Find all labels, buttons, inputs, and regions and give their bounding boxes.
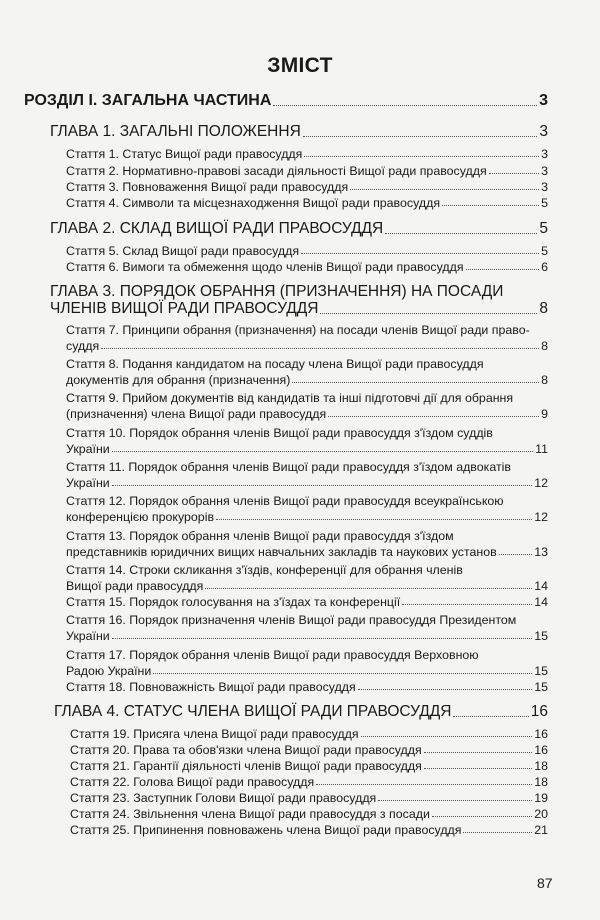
- toc-label: Стаття 25. Припинення повноважень члена Вищої ради правосуддя: [70, 823, 462, 837]
- leader-dots: [453, 716, 528, 717]
- toc-page-number: 8: [541, 339, 548, 353]
- toc-article-8-line1[interactable]: Стаття 8. Подання кандидатом на посаду члена Вищої ради правосуддя: [66, 357, 484, 371]
- toc-page-number: 3: [539, 123, 548, 140]
- toc-label: конференцією прокурорів: [66, 510, 215, 524]
- toc-article-8[interactable]: [66, 373, 548, 387]
- toc-article-10[interactable]: [66, 442, 548, 456]
- leader-dots: [205, 588, 532, 589]
- toc-label: ГЛАВА 1. ЗАГАЛЬНІ ПОЛОЖЕННЯ: [50, 123, 301, 140]
- toc-article-12[interactable]: [66, 510, 548, 524]
- leader-dots: [402, 604, 532, 605]
- leader-dots: [301, 253, 539, 254]
- toc-label: Стаття 21. Гарантії діяльності членів Вищої ради правосуддя: [70, 759, 422, 773]
- toc-article-17[interactable]: [66, 664, 548, 678]
- toc-article-16-line1[interactable]: Стаття 16. Порядок призначення членів Вищої ради правосуддя Президентом: [66, 613, 517, 627]
- leader-dots: [499, 554, 533, 555]
- toc-page-number: 14: [534, 595, 548, 609]
- leader-dots: [466, 269, 540, 270]
- toc-page-number: 12: [534, 476, 548, 490]
- leader-dots: [328, 416, 539, 417]
- leader-dots: [385, 233, 537, 234]
- toc-label: України: [66, 629, 110, 643]
- toc-article-13[interactable]: [66, 545, 548, 559]
- toc-page-number: 3: [541, 147, 548, 161]
- toc-page-number: 9: [541, 407, 548, 421]
- toc-section-1[interactable]: [24, 92, 548, 110]
- leader-dots: [463, 832, 532, 833]
- toc-article-20[interactable]: [70, 743, 548, 757]
- toc-article-15[interactable]: [66, 595, 548, 609]
- leader-dots: [316, 784, 532, 785]
- toc-page-number: 8: [541, 373, 548, 387]
- toc-page-number: 3: [539, 92, 548, 109]
- toc-article-19[interactable]: [70, 727, 548, 741]
- toc-page-number: 15: [534, 680, 548, 694]
- toc-label: РОЗДІЛ І. ЗАГАЛЬНА ЧАСТИНА: [24, 92, 272, 109]
- toc-article-9[interactable]: [66, 407, 548, 421]
- leader-dots: [358, 689, 532, 690]
- toc-article-24[interactable]: [70, 807, 548, 821]
- toc-page-number: 5: [539, 220, 548, 237]
- toc-page-number: 5: [541, 244, 548, 258]
- toc-article-6[interactable]: [66, 260, 548, 274]
- toc-label: Стаття 18. Повноважність Вищої ради правосуддя: [66, 680, 356, 694]
- toc-label: Стаття 4. Символи та місцезнаходження Вищої ради правосуддя: [66, 196, 441, 210]
- leader-dots: [424, 768, 532, 769]
- leader-dots: [489, 173, 539, 174]
- toc-article-1[interactable]: [66, 147, 548, 161]
- leader-dots: [432, 816, 532, 817]
- toc-article-10-line1[interactable]: Стаття 10. Порядок обрання членів Вищої ради правосуддя з'їздом суддів: [66, 426, 493, 440]
- toc-page-number: 21: [534, 823, 548, 837]
- leader-dots: [304, 156, 539, 157]
- toc-label: України: [66, 476, 110, 490]
- leader-dots: [378, 800, 532, 801]
- toc-page-number: 15: [534, 629, 548, 643]
- toc-chapter-3-line1[interactable]: ГЛАВА 3. ПОРЯДОК ОБРАННЯ (ПРИЗНАЧЕННЯ) НА ПОСАДИ: [50, 283, 504, 300]
- toc-article-7-line1[interactable]: Стаття 7. Принципи обрання (призначення) на посади членів Вищої ради право-: [66, 323, 530, 337]
- toc-page-number: 18: [534, 775, 548, 789]
- toc-label: Радою України: [66, 664, 152, 678]
- toc-article-2[interactable]: [66, 164, 548, 178]
- toc-article-25[interactable]: [70, 823, 548, 837]
- leader-dots: [361, 736, 533, 737]
- toc-label: ГЛАВА 2. СКЛАД ВИЩОЇ РАДИ ПРАВОСУДДЯ: [50, 220, 384, 237]
- toc-label: документів для обрання (призначення): [66, 373, 291, 387]
- leader-dots: [112, 638, 532, 639]
- leader-dots: [303, 136, 538, 137]
- toc-label: Стаття 5. Склад Вищої ради правосуддя: [66, 244, 300, 258]
- page-number: 87: [537, 875, 553, 891]
- toc-label: Стаття 20. Права та обов'язки члена Вищої ради правосуддя: [70, 743, 422, 757]
- toc-label: ГЛАВА 4. СТАТУС ЧЛЕНА ВИЩОЇ РАДИ ПРАВОСУДДЯ: [54, 703, 452, 720]
- toc-label: Стаття 6. Вимоги та обмеження щодо членів Вищої ради правосуддя: [66, 260, 464, 274]
- toc-label: представників юридичних вищих навчальних закладів та наукових установ: [66, 545, 497, 559]
- leader-dots: [424, 752, 532, 753]
- toc-label: Стаття 23. Заступник Голови Вищої ради правосуддя: [70, 791, 377, 805]
- toc-article-13-line1[interactable]: Стаття 13. Порядок обрання членів Вищої ради правосуддя з'їздом: [66, 529, 454, 543]
- toc-article-7[interactable]: [66, 339, 548, 353]
- toc-label: Стаття 22. Голова Вищої ради правосуддя: [70, 775, 315, 789]
- toc-article-9-line1[interactable]: Стаття 9. Прийом документів від кандидатів та інші підготовчі дії для обрання: [66, 391, 514, 405]
- toc-page-number: 15: [534, 664, 548, 678]
- toc-chapter-4[interactable]: [54, 703, 548, 721]
- toc-page-number: 18: [534, 759, 548, 773]
- toc-page-number: 12: [534, 510, 548, 524]
- toc-page-number: 14: [534, 579, 548, 593]
- toc-label: суддя: [66, 339, 100, 353]
- toc-article-12-line1[interactable]: Стаття 12. Порядок обрання членів Вищої ради правосуддя всеукраїнською: [66, 494, 504, 508]
- toc-label: Стаття 2. Нормативно-правові засади діяльності Вищої ради правосуддя: [66, 164, 487, 178]
- leader-dots: [273, 105, 537, 106]
- page-title: ЗМІСТ: [267, 54, 333, 77]
- leader-dots: [101, 348, 539, 349]
- leader-dots: [350, 189, 539, 190]
- toc-page-number: 19: [534, 791, 548, 805]
- toc-label: Вищої ради правосуддя: [66, 579, 204, 593]
- toc-label: (призначення) члена Вищої ради правосуддя: [66, 407, 327, 421]
- leader-dots: [153, 673, 532, 674]
- toc-article-5[interactable]: [66, 244, 548, 258]
- toc-label: Стаття 3. Повноваження Вищої ради правосуддя: [66, 180, 349, 194]
- toc-page-number: 6: [541, 260, 548, 274]
- toc-article-14[interactable]: [66, 579, 548, 593]
- leader-dots: [112, 451, 533, 452]
- toc-page-number: 16: [534, 743, 548, 757]
- leader-dots: [442, 205, 539, 206]
- toc-page-number: 5: [541, 196, 548, 210]
- leader-dots: [292, 382, 539, 383]
- toc-label: ЧЛЕНІВ ВИЩОЇ РАДИ ПРАВОСУДДЯ: [50, 300, 319, 317]
- leader-dots: [216, 519, 532, 520]
- toc-chapter-1[interactable]: [50, 123, 548, 141]
- toc-page-number: 3: [541, 180, 548, 194]
- toc-page-number: 11: [535, 442, 548, 456]
- toc-article-23[interactable]: [70, 791, 548, 805]
- toc-article-11-line1[interactable]: Стаття 11. Порядок обрання членів Вищої ради правосуддя з'їздом адвокатів: [66, 460, 511, 474]
- toc-article-3[interactable]: [66, 180, 548, 194]
- toc-page-number: 20: [534, 807, 548, 821]
- toc-article-14-line1[interactable]: Стаття 14. Строки скликання з'їздів, конференції для обрання членів: [66, 563, 463, 577]
- toc-label: Стаття 1. Статус Вищої ради правосуддя: [66, 147, 303, 161]
- toc-label: України: [66, 442, 110, 456]
- toc-page-number: 16: [534, 727, 548, 741]
- toc-page-number: 16: [530, 703, 548, 720]
- toc-page-number: 8: [539, 300, 548, 317]
- leader-dots: [320, 313, 537, 314]
- toc-chapter-3[interactable]: [50, 300, 548, 318]
- toc-page-number: 3: [541, 164, 548, 178]
- toc-article-21[interactable]: [70, 759, 548, 773]
- toc-article-16[interactable]: [66, 629, 548, 643]
- toc-article-18[interactable]: [66, 680, 548, 694]
- toc-label: Стаття 19. Присяга члена Вищої ради правосуддя: [70, 727, 359, 741]
- toc-page-number: 13: [534, 545, 548, 559]
- toc-chapter-2[interactable]: [50, 220, 548, 238]
- toc-label: Стаття 24. Звільнення члена Вищої ради правосуддя з посади: [70, 807, 430, 821]
- toc-article-4[interactable]: [66, 196, 548, 210]
- toc-label: Стаття 15. Порядок голосування на з'їздах та конференції: [66, 595, 401, 609]
- leader-dots: [112, 485, 532, 486]
- toc-article-11[interactable]: [66, 476, 548, 490]
- toc-article-17-line1[interactable]: Стаття 17. Порядок обрання членів Вищої ради правосуддя Верховною: [66, 648, 479, 662]
- toc-article-22[interactable]: [70, 775, 548, 789]
